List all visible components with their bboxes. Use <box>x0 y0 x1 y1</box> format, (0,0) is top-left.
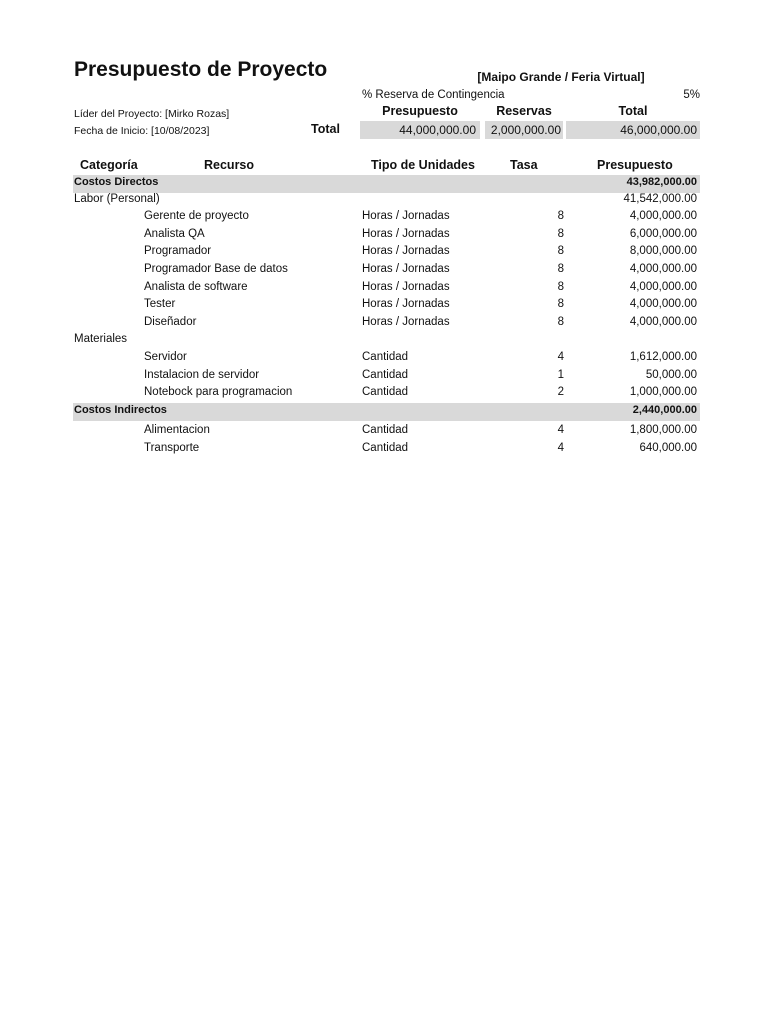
cell-budget: 4,000,000.00 <box>629 281 697 293</box>
cell-budget: 2,440,000.00 <box>632 404 697 416</box>
table-row <box>0 441 768 459</box>
cell-resource: Transporte <box>144 442 200 454</box>
contingency-label: % Reserva de Contingencia <box>362 89 505 101</box>
cell-unit-type: Horas / Jornadas <box>362 281 450 293</box>
cell-unit-type: Cantidad <box>362 351 409 363</box>
table-row <box>0 227 768 245</box>
cell-budget: 640,000.00 <box>639 442 697 454</box>
cell-rate: 8 <box>557 298 564 310</box>
cell-budget: 43,982,000.00 <box>626 176 697 188</box>
contingency-value: 5% <box>683 89 700 101</box>
project-name: [Maipo Grande / Feria Virtual] <box>477 70 645 84</box>
cell-unit-type: Cantidad <box>362 442 409 454</box>
table-row <box>0 368 768 386</box>
table-row <box>0 315 768 333</box>
cell-resource: Alimentacion <box>144 424 210 436</box>
cell-category: Costos Indirectos <box>74 404 167 416</box>
summary-reserves-value: 2,000,000.00 <box>490 123 561 137</box>
cell-budget: 4,000,000.00 <box>629 298 697 310</box>
cell-budget: 41,542,000.00 <box>623 193 697 205</box>
table-row <box>0 209 768 227</box>
cell-rate: 8 <box>557 245 564 257</box>
cell-budget: 6,000,000.00 <box>629 228 697 240</box>
group-row <box>0 192 768 210</box>
cell-resource: Analista de software <box>144 281 248 293</box>
cell-budget: 1,800,000.00 <box>629 424 697 436</box>
cell-budget: 4,000,000.00 <box>629 210 697 222</box>
table-row <box>0 385 768 403</box>
table-row <box>0 350 768 368</box>
cell-category: Labor (Personal) <box>74 193 160 205</box>
project-leader: Líder del Proyecto: [Mirko Rozas] <box>74 108 230 120</box>
col-header-resource: Recurso <box>204 158 255 172</box>
start-date: Fecha de Inicio: [10/08/2023] <box>74 125 210 137</box>
table-row <box>0 423 768 441</box>
cell-rate: 4 <box>557 424 564 436</box>
cell-rate: 4 <box>557 351 564 363</box>
section-row <box>0 175 768 193</box>
cell-rate: 8 <box>557 263 564 275</box>
cell-unit-type: Horas / Jornadas <box>362 210 450 222</box>
col-header-budget: Presupuesto <box>597 158 673 172</box>
cell-resource: Diseñador <box>144 316 197 328</box>
cell-unit-type: Horas / Jornadas <box>362 316 450 328</box>
cell-resource: Servidor <box>144 351 187 363</box>
table-row <box>0 280 768 298</box>
cell-unit-type: Cantidad <box>362 424 409 436</box>
cell-unit-type: Horas / Jornadas <box>362 298 450 310</box>
table-row <box>0 262 768 280</box>
page-title: Presupuesto de Proyecto <box>74 58 328 81</box>
cell-resource: Programador Base de datos <box>144 263 288 275</box>
cell-category: Materiales <box>74 333 128 345</box>
cell-budget: 4,000,000.00 <box>629 316 697 328</box>
cell-resource: Analista QA <box>144 228 205 240</box>
cell-unit-type: Cantidad <box>362 386 409 398</box>
cell-budget: 50,000.00 <box>645 369 697 381</box>
cell-rate: 8 <box>557 228 564 240</box>
cell-unit-type: Cantidad <box>362 369 409 381</box>
cell-unit-type: Horas / Jornadas <box>362 245 450 257</box>
cell-rate: 8 <box>557 316 564 328</box>
cell-resource: Notebock para programacion <box>144 386 293 398</box>
cell-category: Costos Directos <box>74 176 159 188</box>
summary-header-total: Total <box>618 104 648 118</box>
table-row <box>0 297 768 315</box>
group-row <box>0 332 768 350</box>
cell-unit-type: Horas / Jornadas <box>362 228 450 240</box>
cell-budget: 4,000,000.00 <box>629 263 697 275</box>
col-header-rate: Tasa <box>510 158 538 172</box>
col-header-category: Categoría <box>80 158 138 172</box>
cell-resource: Programador <box>144 245 212 257</box>
summary-total-label: Total <box>311 122 340 136</box>
summary-total-value: 46,000,000.00 <box>620 123 697 137</box>
section-row <box>0 403 768 421</box>
table-row <box>0 244 768 262</box>
cell-budget: 1,000,000.00 <box>629 386 697 398</box>
cell-rate: 1 <box>557 369 564 381</box>
cell-resource: Instalacion de servidor <box>144 369 260 381</box>
cell-rate: 4 <box>557 442 564 454</box>
cell-resource: Gerente de proyecto <box>144 210 249 222</box>
cell-budget: 8,000,000.00 <box>629 245 697 257</box>
summary-budget-value: 44,000,000.00 <box>399 123 476 137</box>
summary-header-budget: Presupuesto <box>382 104 458 118</box>
cell-rate: 8 <box>557 281 564 293</box>
cell-rate: 2 <box>557 386 564 398</box>
cell-rate: 8 <box>557 210 564 222</box>
cell-unit-type: Horas / Jornadas <box>362 263 450 275</box>
col-header-unit-type: Tipo de Unidades <box>371 158 475 172</box>
cell-resource: Tester <box>144 298 176 310</box>
summary-header-reserves: Reservas <box>496 104 552 118</box>
cell-budget: 1,612,000.00 <box>629 351 697 363</box>
